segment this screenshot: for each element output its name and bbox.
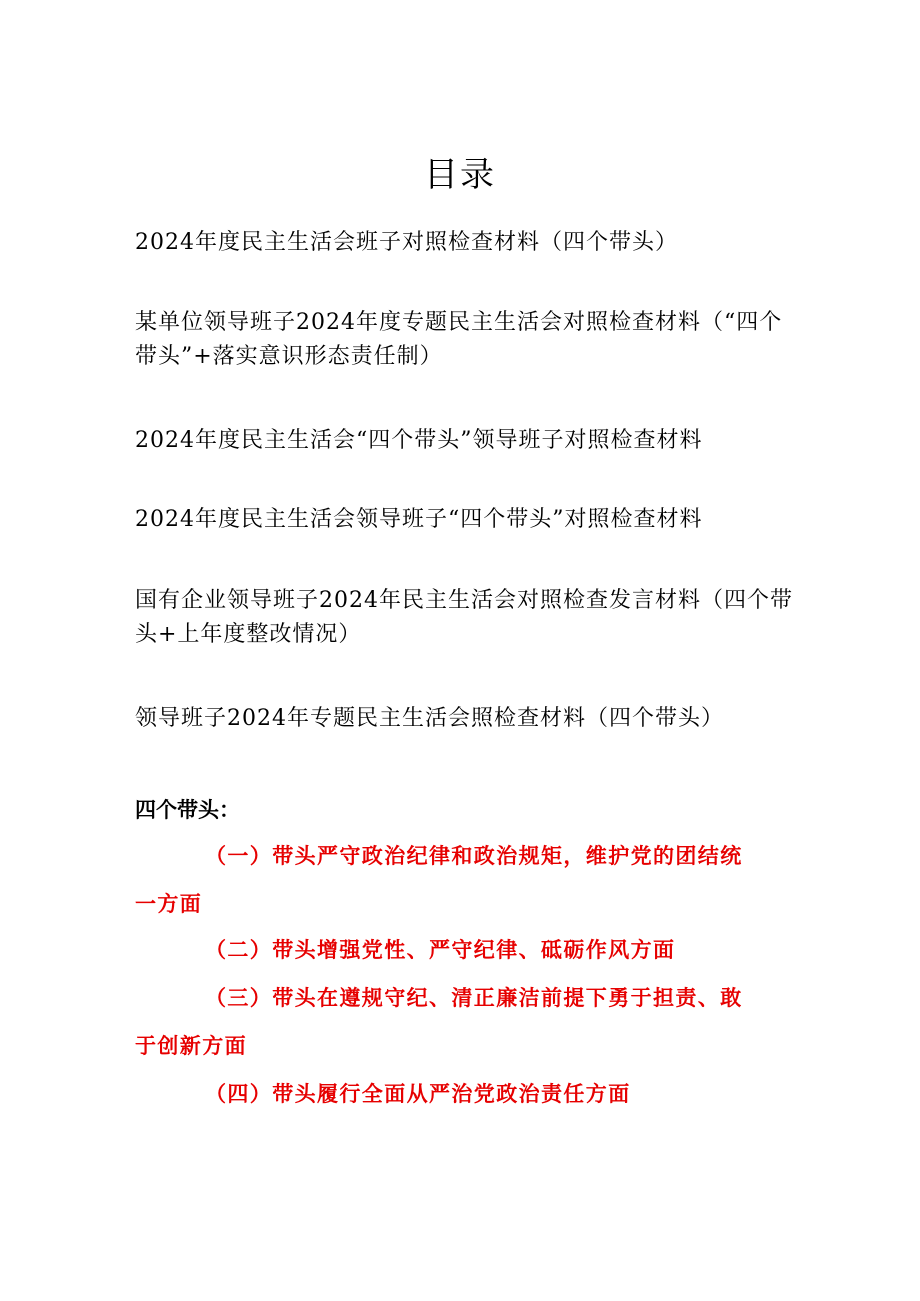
toc-item-2[interactable]: 某单位领导班子2024年度专题民主生活会对照检查材料（“四个带头”+落实意识形态责任制） <box>135 310 783 369</box>
section-heading: 四个带头： <box>135 798 240 822</box>
point-3: （三）带头在遵规守纪、清正廉洁前提下勇于担责、敢于创新方面 <box>135 986 743 1058</box>
page-title: 目录 <box>424 155 496 195</box>
point-4: （四）带头履行全面从严治党政治责任方面 <box>205 1082 631 1106</box>
toc-item-3[interactable]: 2024年度民主生活会“四个带头”领导班子对照检查材料 <box>135 428 703 453</box>
point-1: （一）带头严守政治纪律和政治规矩，维护党的团结统一方面 <box>135 844 743 916</box>
toc-item-4[interactable]: 2024年度民主生活会领导班子“四个带头”对照检查材料 <box>135 507 703 532</box>
toc-item-6[interactable]: 领导班子2024年专题民主生活会照检查材料（四个带头） <box>135 706 724 731</box>
point-2: （二）带头增强党性、严守纪律、砥砺作风方面 <box>205 938 676 962</box>
toc-item-5[interactable]: 国有企业领导班子2024年民主生活会对照检查发言材料（四个带头+上年度整改情况） <box>135 588 793 647</box>
toc-item-1[interactable]: 2024年度民主生活会班子对照检查材料（四个带头） <box>135 230 678 255</box>
